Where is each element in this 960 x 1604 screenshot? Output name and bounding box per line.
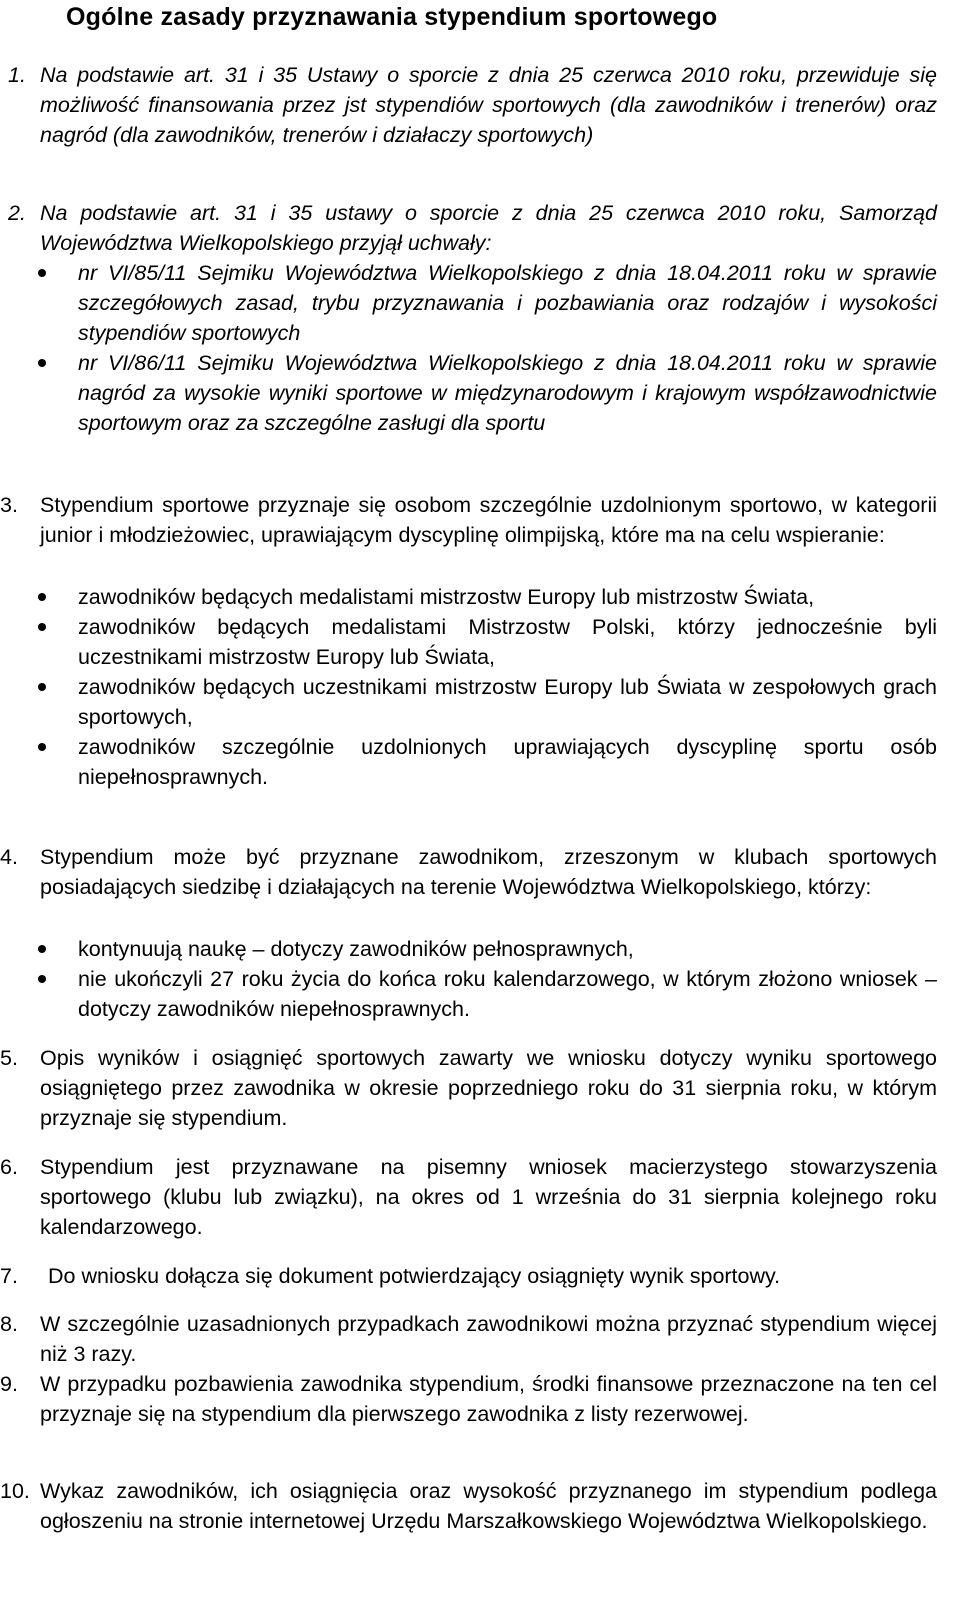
bullet-text: nr VI/85/11 Sejmiku Województwa Wielkopolskiego z dnia 18.04.2011 roku w sprawie szczegółowych zasad, trybu przyznawania i pozbawiania oraz rodzajów i wysokości stypendiów sportowych [78,261,937,345]
item-text [40,842,937,902]
bullet-text: zawodników będących medalistami mistrzostw Europy lub mistrzostw Świata, [78,585,815,609]
bullet-icon [38,945,46,953]
item-paragraph: Wykaz zawodników, ich osiągnięcia oraz wysokość przyznanego im stypendium podlega ogłoszeniu na stronie internetowej Urzędu Marszałkowskiego Województwa Wielkopolskiego. [40,1479,937,1533]
bullet-list [40,582,937,792]
item-paragraph: Do wniosku dołącza się dokument potwierdzający osiągnięty wynik sportowy. [48,1264,781,1288]
bullet-text: nr VI/86/11 Sejmiku Województwa Wielkopolskiego z dnia 18.04.2011 roku w sprawie nagród za wysokie wyniki sportowe w międzynarodowym i krajowym współzawodnictwie sportowym oraz za szczególne zasługi dla sportu [78,351,937,435]
item-paragraph: Opis wyników i osiągnięć sportowych zawarty we wniosku dotyczy wyniku sportowego osiągniętego przez zawodnika w okresie poprzedniego roku do 31 sierpnia roku, w którym przyznaje się stypendium. [40,1046,937,1130]
bullet-item [0,612,937,672]
bullet-item [0,672,937,732]
bullet-text: zawodników będących uczestnikami mistrzostw Europy lub Świata w zespołowych grach sportowych, [78,675,937,729]
bullet-list [40,934,937,1024]
bullet-text: zawodników szczególnie uzdolnionych uprawiających dyscyplinę sportu osób niepełnosprawnych. [78,735,937,789]
bullet-icon [38,975,46,983]
item-paragraph: Na podstawie art. 31 i 35 Ustawy o sporcie z dnia 25 czerwca 2010 roku, przewiduje się możliwość finansowania przez jst stypendiów sportowych (dla zawodników i trenerów) oraz nagród (dla zawodników, trenerów i działaczy sportowych) [40,63,937,147]
item-paragraph: Na podstawie art. 31 i 35 ustawy o sporcie z dnia 25 czerwca 2010 roku, Samorząd Województwa Wielkopolskiego przyjął uchwały: [40,201,937,255]
bullet-list [40,258,937,438]
document-title: Ogólne zasady przyznawania stypendium sportowego [66,3,718,31]
bullet-icon [38,683,46,691]
bullet-item [0,964,937,1024]
item-text [40,1476,937,1536]
item-number: 7. [0,1264,18,1288]
item-paragraph: W szczególnie uzasadnionych przypadkach zawodnikowi można przyznać stypendium więcej niż 3 razy. [40,1312,937,1366]
item-text [48,1261,937,1291]
item-number: 8. [0,1312,18,1336]
item-paragraph: Stypendium jest przyznawane na pisemny wniosek macierzystego stowarzyszenia sportowego (klubu lub związku), na okres od 1 września do 31 sierpnia kolejnego roku kalendarzowego. [40,1155,937,1239]
item-text [40,1309,937,1369]
item-text [40,60,937,150]
bullet-icon [38,623,46,631]
item-number: 5. [0,1046,18,1070]
item-text [40,1043,937,1133]
item-number: 9. [0,1372,18,1396]
item-number: 10. [0,1479,30,1503]
bullet-text: nie ukończyli 27 roku życia do końca roku kalendarzowego, w którym złożono wniosek – dotyczy zawodników niepełnosprawnych. [78,967,937,1021]
bullet-item [0,934,937,964]
item-paragraph: Stypendium sportowe przyznaje się osobom szczególnie uzdolnionym sportowo, w kategorii junior i młodzieżowiec, uprawiającym dyscyplinę olimpijską, które ma na celu wspieranie: [40,493,937,547]
item-text [40,1152,937,1242]
bullet-icon [38,359,46,367]
item-number: 1. [8,63,26,87]
bullet-item [0,732,937,792]
item-text [40,490,937,550]
item-number: 3. [0,493,18,517]
item-text [40,1369,937,1429]
bullet-icon [38,269,46,277]
bullet-item [0,348,937,438]
bullet-icon [38,593,46,601]
item-paragraph: W przypadku pozbawienia zawodnika stypendium, środki finansowe przeznaczone na ten cel przyznaje się na stypendium dla pierwszego zawodnika z listy rezerwowej. [40,1372,937,1426]
bullet-text: zawodników będących medalistami Mistrzostw Polski, którzy jednocześnie byli uczestnikami mistrzostw Europy lub Świata, [78,615,937,669]
bullet-item [0,582,937,612]
bullet-item [0,258,937,348]
bullet-icon [38,743,46,751]
item-number: 6. [0,1155,18,1179]
item-paragraph: Stypendium może być przyznane zawodnikom, zrzeszonym w klubach sportowych posiadających siedzibę i działających na terenie Województwa Wielkopolskiego, którzy: [40,845,937,899]
item-text [40,198,937,258]
item-number: 2. [8,201,26,225]
item-number: 4. [0,845,18,869]
bullet-text: kontynuują naukę – dotyczy zawodników pełnosprawnych, [78,937,634,961]
